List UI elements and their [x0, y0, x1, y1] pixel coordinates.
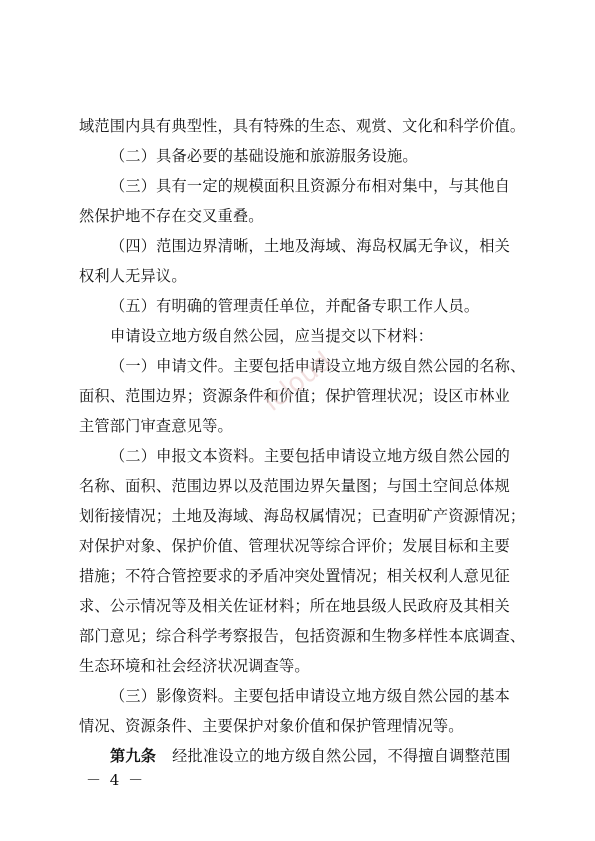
paragraph-line: 部门意见；综合科学考察报告，包括资源和生物多样性本底调查、 — [79, 627, 526, 645]
paragraph-line: 情况、资源条件、主要保护对象价值和保护管理情况等。 — [79, 717, 464, 735]
paragraph-line: 求、公示情况等及相关佐证材料；所在地县级人民政府及其相关 — [79, 597, 510, 615]
paragraph-line: （五）有明确的管理责任单位，并配备专职工作人员。 — [110, 297, 480, 315]
article-label: 第九条 — [110, 747, 157, 765]
paragraph-line: 域范围内具有典型性，具有特殊的生态、观赏、文化和科学价值。 — [79, 117, 526, 135]
article-text: 经批准设立的地方级自然公园，不得擅自调整范围 — [172, 747, 511, 765]
paragraph-line: （三）影像资料。主要包括申请设立地方级自然公园的基本 — [110, 687, 511, 705]
paragraph-line: 名称、面积、范围边界以及范围边界矢量图；与国土空间总体规 — [79, 477, 510, 495]
article-line — [110, 746, 511, 766]
paragraph-line: 划衔接情况；土地及海域、海岛权属情况；已查明矿产资源情况； — [79, 507, 526, 525]
paragraph-line: 主管部门审查意见等。 — [79, 417, 233, 435]
paragraph-line: 措施；不符合管控要求的矛盾冲突处置情况；相关权利人意见征 — [79, 567, 510, 585]
paragraph-line: （一）申请文件。主要包括申请设立地方级自然公园的名称、 — [110, 357, 526, 375]
paragraph-line: （四）范围边界清晰，土地及海域、海岛权属无争议，相关 — [110, 237, 511, 255]
page-number: － 4 － — [86, 771, 146, 789]
paragraph-line: 对保护对象、保护价值、管理状况等综合评价；发展目标和主要 — [79, 537, 510, 555]
paragraph-line: （三）具有一定的规模面积且资源分布相对集中，与其他自 — [110, 177, 511, 195]
paragraph-line: 权利人无异议。 — [79, 267, 187, 285]
paragraph-line: 申请设立地方级自然公园，应当提交以下材料： — [110, 327, 434, 345]
watermark: icloud — [258, 346, 338, 418]
paragraph-line: （二）具备必要的基础设施和旅游服务设施。 — [110, 147, 418, 165]
paragraph-line: 然保护地不存在交叉重叠。 — [79, 207, 264, 225]
paragraph-line: （二）申报文本资料。主要包括申请设立地方级自然公园的 — [110, 447, 511, 465]
paragraph-line: 面积、范围边界；资源条件和价值；保护管理状况；设区市林业 — [79, 387, 510, 405]
paragraph-line: 生态环境和社会经济状况调查等。 — [79, 657, 310, 675]
